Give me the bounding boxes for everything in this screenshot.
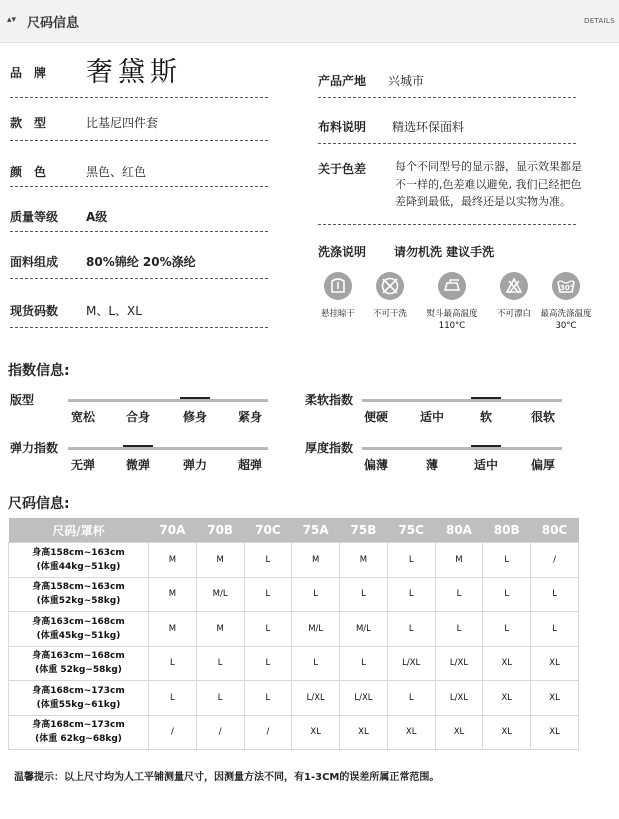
colordiff-label: 关于色差 [318,162,367,176]
table-cell: XL [387,715,435,750]
table-cell: M/L [340,612,388,647]
no-bleach-icon [500,272,528,300]
care-caption-line: 熨斗最高温度 [426,309,478,319]
wash-30-icon [552,272,580,300]
size-section-title: 尺码信息: [8,496,70,512]
table-row [9,681,579,716]
row-label-line: (体重55kg~61kg) [36,699,121,710]
row-label-line: 身高168cm~173cm [32,720,125,731]
table-row [9,646,579,681]
table-row [9,577,579,612]
table-cell: L [387,577,435,612]
care-caption: 不可干洗 [372,309,407,319]
material-value: 精选环保面料 [392,120,465,134]
table-cell: L [244,612,292,647]
scale-track [362,447,562,450]
collapse-arrow-icon[interactable]: ▴▾ [7,15,17,25]
table-cell: / [531,543,579,578]
table-cell: M [196,612,244,647]
table-row [9,715,579,750]
row-label [9,577,149,612]
size-table [8,518,579,750]
table-cell: L/XL [292,681,340,716]
fabric-label: 面料组成 [10,255,59,269]
table-cell: L [387,612,435,647]
table-cell: L [483,612,531,647]
scale-option: 紧身 [237,410,263,424]
divider [318,143,576,144]
table-column-header: 75A [292,518,340,543]
row-label-line: 身高168cm~173cm [32,685,125,696]
divider [10,186,268,187]
scale-option: 弹力 [182,458,208,472]
care-caption: 悬挂晾干 [320,309,355,319]
row-label-line: 身高158cm~163cm [32,582,125,593]
care-caption [418,308,486,332]
header-title: 尺码信息 [27,16,80,31]
table-cell: XL [531,681,579,716]
table-cell: L [244,681,292,716]
table-cell: / [244,715,292,750]
table-cell: L [435,577,483,612]
stock-value: M、L、XL [86,304,142,318]
table-cell: L [292,577,340,612]
row-label-line: 身高158cm~163cm [32,547,125,558]
table-column-header: 70C [244,518,292,543]
tip-text: 温馨提示：以上尺寸均为人工平铺测量尺寸，因测量方法不同，有1-3CM的误差所属正常范围。 [14,772,440,783]
scale-marker [471,397,501,399]
table-cell: L [196,646,244,681]
style-label: 款 型 [10,116,47,130]
divider [10,140,268,141]
row-label-line: 身高163cm~168cm [32,651,125,662]
table-cell: L [483,577,531,612]
row-label [9,681,149,716]
table-cell: M [149,612,197,647]
origin-label: 产品产地 [318,74,367,88]
iron-icon [438,272,466,300]
divider [10,327,268,328]
row-label [9,543,149,578]
scale-option: 薄 [425,458,439,472]
scale-option: 合身 [125,410,151,424]
care-caption-line: 110°C [438,321,466,331]
table-row [9,543,579,578]
table-cell: L [387,681,435,716]
scale-option: 无弹 [70,458,96,472]
scale-option: 适中 [419,410,445,424]
details-link[interactable]: DETAILS [584,17,615,25]
divider [318,97,576,98]
divider [10,278,268,279]
table-cell: L [387,543,435,578]
table-cell: M [196,543,244,578]
scale-marker [123,445,153,447]
scale-track [68,399,268,402]
table-column-header: 80B [483,518,531,543]
table-cell: XL [292,715,340,750]
row-label-line: (体重 52kg~58kg) [35,665,122,676]
scale-option: 修身 [182,410,208,424]
table-cell: M [340,543,388,578]
table-header-row [9,518,579,543]
hang-dry-icon [324,272,352,300]
table-cell: XL [435,715,483,750]
divider [10,97,268,98]
table-cell: M/L [292,612,340,647]
table-cell: M/L [196,577,244,612]
stock-label: 现货码数 [10,304,59,318]
table-cell: L [196,681,244,716]
table-column-header: 70B [196,518,244,543]
table-column-header: 70A [149,518,197,543]
wash-temp-badge: 30° [560,284,574,292]
scale-label: 柔软指数 [305,393,354,407]
color-value: 黑色、红色 [86,165,147,179]
table-cell: XL [483,681,531,716]
material-label: 布料说明 [318,120,367,134]
scale-track [362,399,562,402]
brand-logo: 奢黛斯 [86,57,182,88]
scale-option: 超弹 [237,458,263,472]
table-cell: XL [531,715,579,750]
table-column-header: 75B [340,518,388,543]
scale-marker [180,397,210,399]
care-caption-line: 最高洗涤温度 [540,309,592,319]
table-cell: L [244,543,292,578]
scale-label: 厚度指数 [305,441,354,455]
table-column-header: 80C [531,518,579,543]
table-cell: L [149,681,197,716]
colordiff-line: 差降到最低，最终还是以实物为准。 [395,195,571,208]
table-column-header: 75C [387,518,435,543]
row-label-line: (体重 62kg~68kg) [35,734,122,745]
colordiff-line: 每个不同型号的显示器，显示效果都是 [395,160,582,173]
table-cell: M [292,543,340,578]
table-cell: XL [483,715,531,750]
care-caption [533,308,599,332]
table-cell: XL [340,715,388,750]
table-cell: XL [483,646,531,681]
table-cell: L/XL [435,681,483,716]
grade-value: A级 [86,210,108,224]
scale-option: 很软 [530,410,556,424]
scale-option: 宽松 [70,410,96,424]
scale-track [68,447,268,450]
table-cell: L [531,577,579,612]
table-cell: L [244,646,292,681]
scale-option: 偏厚 [530,458,556,472]
wash-value: 请勿机洗 建议手洗 [394,245,495,259]
table-cell: M [149,577,197,612]
table-cell: L [483,543,531,578]
scale-label: 版型 [10,393,35,407]
table-cell: XL [531,646,579,681]
care-caption: 不可漂白 [496,309,531,319]
scale-label: 弹力指数 [10,441,59,455]
scale-option: 便硬 [363,410,389,424]
scale-option: 偏薄 [363,458,389,472]
care-caption-line: 30°C [555,321,577,331]
row-label-line: 身高163cm~168cm [32,616,125,627]
row-label-line: (体重44kg~51kg) [36,561,121,572]
table-cell: L [292,646,340,681]
table-row [9,612,579,647]
style-value: 比基尼四件套 [86,116,159,130]
fabric-value: 80%锦纶 20%涤纶 [86,255,196,269]
table-cell: L [340,577,388,612]
table-cell: L [244,577,292,612]
row-label-line: (体重52kg~58kg) [36,596,121,607]
table-header-label: 尺码/罩杯 [9,518,149,543]
table-cell: L [149,646,197,681]
table-cell: L [435,612,483,647]
section-header [0,0,619,43]
row-label [9,646,149,681]
table-column-header: 80A [435,518,483,543]
table-cell: / [196,715,244,750]
brand-label: 品 牌 [10,66,47,80]
index-section-title: 指数信息: [8,363,70,379]
colordiff-line: 不一样的,色差难以避免, 我们已经把色 [395,177,582,191]
colordiff-note [395,158,595,211]
divider [10,231,268,232]
table-cell: L/XL [387,646,435,681]
scale-option: 软 [479,410,493,424]
table-cell: M [149,543,197,578]
row-label [9,612,149,647]
table-cell: / [149,715,197,750]
table-cell: L/XL [435,646,483,681]
wash-label: 洗涤说明 [318,245,367,259]
origin-value: 兴城市 [388,74,425,88]
table-cell: M [435,543,483,578]
scale-option: 适中 [473,458,499,472]
table-cell: L [340,646,388,681]
color-label: 颜 色 [10,165,47,179]
row-label-line: (体重45kg~51kg) [36,630,121,641]
table-cell: L [531,612,579,647]
row-label [9,715,149,750]
scale-option: 微弹 [125,458,151,472]
grade-label: 质量等级 [10,210,59,224]
scale-marker [471,445,501,447]
no-dry-clean-icon [376,272,404,300]
table-cell: L/XL [340,681,388,716]
divider [318,224,576,225]
